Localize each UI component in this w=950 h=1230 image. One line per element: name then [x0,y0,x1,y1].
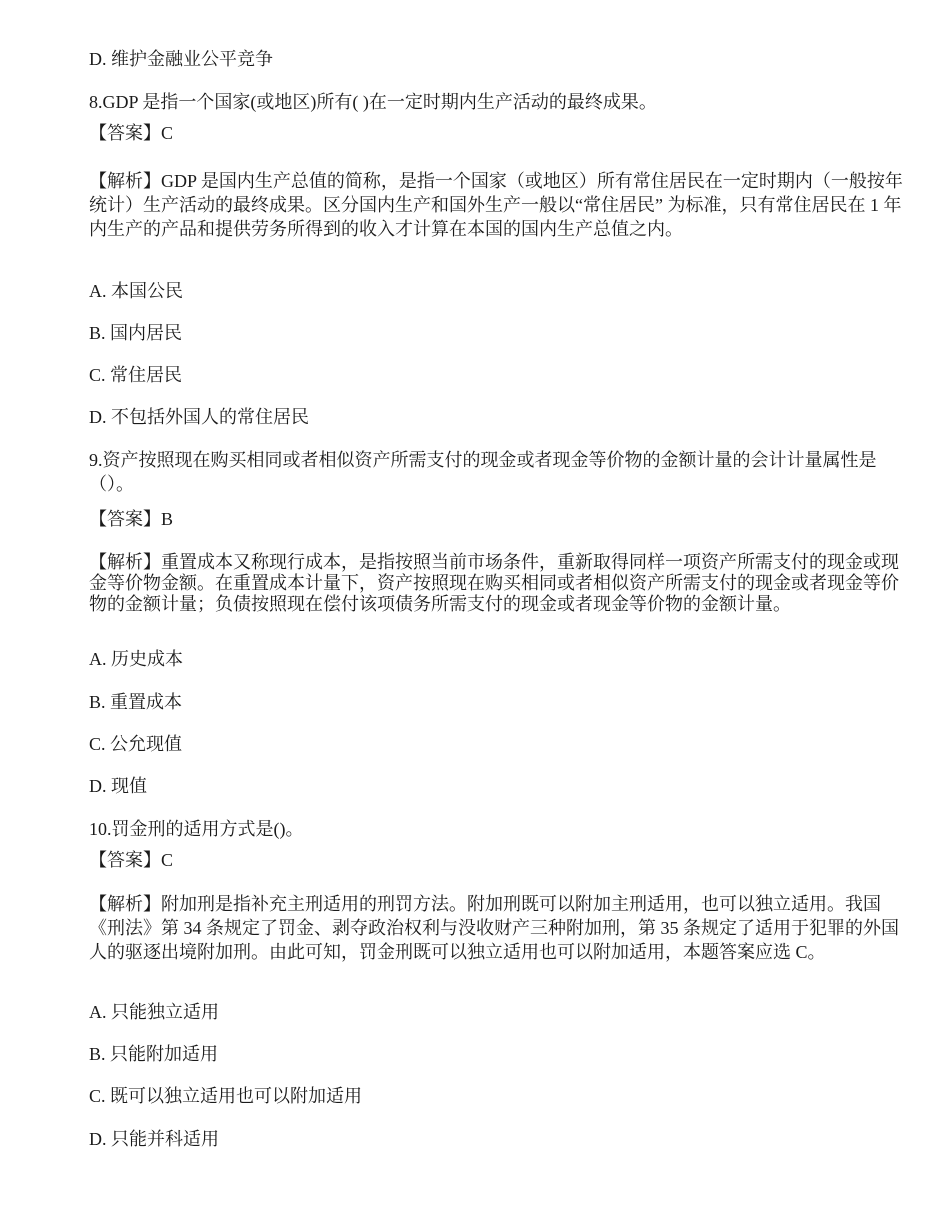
option-d-prev: D. 维护金融业公平竞争 [89,49,273,69]
question-10-answer: 【答案】C [89,850,174,870]
question-10-option-b: B. 只能附加适用 [89,1044,219,1064]
question-10-option-d: D. 只能并科适用 [89,1129,219,1149]
question-8-analysis: 【解析】GDP 是国内生产总值的简称，是指一个国家（或地区）所有常住居民在一定时期内（一般按年统计）生产活动的最终成果。区分国内生产和国外生产一般以“常住居民” 为标准，只有常住居民在 1 年内生产的产品和提供劳务所得到的收入才计算在本国的国内生产总值之内。 [89,171,903,239]
question-9-answer: 【答案】B [89,509,174,529]
question-8-option-c: C. 常住居民 [89,365,183,385]
question-8-answer: 【答案】C [89,123,174,143]
question-9-option-a: A. 历史成本 [89,649,183,669]
question-10-stem: 10.罚金刑的适用方式是()。 [89,819,304,839]
question-8-option-b: B. 国内居民 [89,323,183,343]
question-9-stem: 9.资产按照现在购买相同或者相似资产所需支付的现金或者现金等价物的金额计量的会计计量属性是（）。 [89,450,877,494]
question-10-option-c: C. 既可以独立适用也可以附加适用 [89,1086,363,1106]
question-10-option-a: A. 只能独立适用 [89,1002,219,1022]
question-10-analysis: 【解析】附加刑是指补充主刑适用的刑罚方法。附加刑既可以附加主刑适用，也可以独立适用。我国《刑法》第 34 条规定了罚金、剥夺政治权利与没收财产三种附加刑，第 35 条规定了适用于犯罪的外国人的驱逐出境附加刑。由此可知，罚金刑既可以独立适用也可以附加适用，本题答案应选 C。 [89,894,899,962]
question-9-option-d: D. 现值 [89,776,147,796]
question-8-option-a: A. 本国公民 [89,281,183,301]
question-9-option-b: B. 重置成本 [89,692,183,712]
question-8-option-d: D. 不包括外国人的常住居民 [89,407,309,427]
question-9-analysis: 【解析】重置成本又称现行成本，是指按照当前市场条件，重新取得同样一项资产所需支付的现金或现金等价物金额。在重置成本计量下，资产按照现在购买相同或者相似资产所需支付的现金或者现金等价物的金额计量；负债按照现在偿付该项债务所需支付的现金或者现金等价物的金额计量。 [89,552,899,614]
question-8-stem: 8.GDP 是指一个国家(或地区)所有( )在一定时期内生产活动的最终成果。 [89,92,657,112]
question-9-option-c: C. 公允现值 [89,734,183,754]
